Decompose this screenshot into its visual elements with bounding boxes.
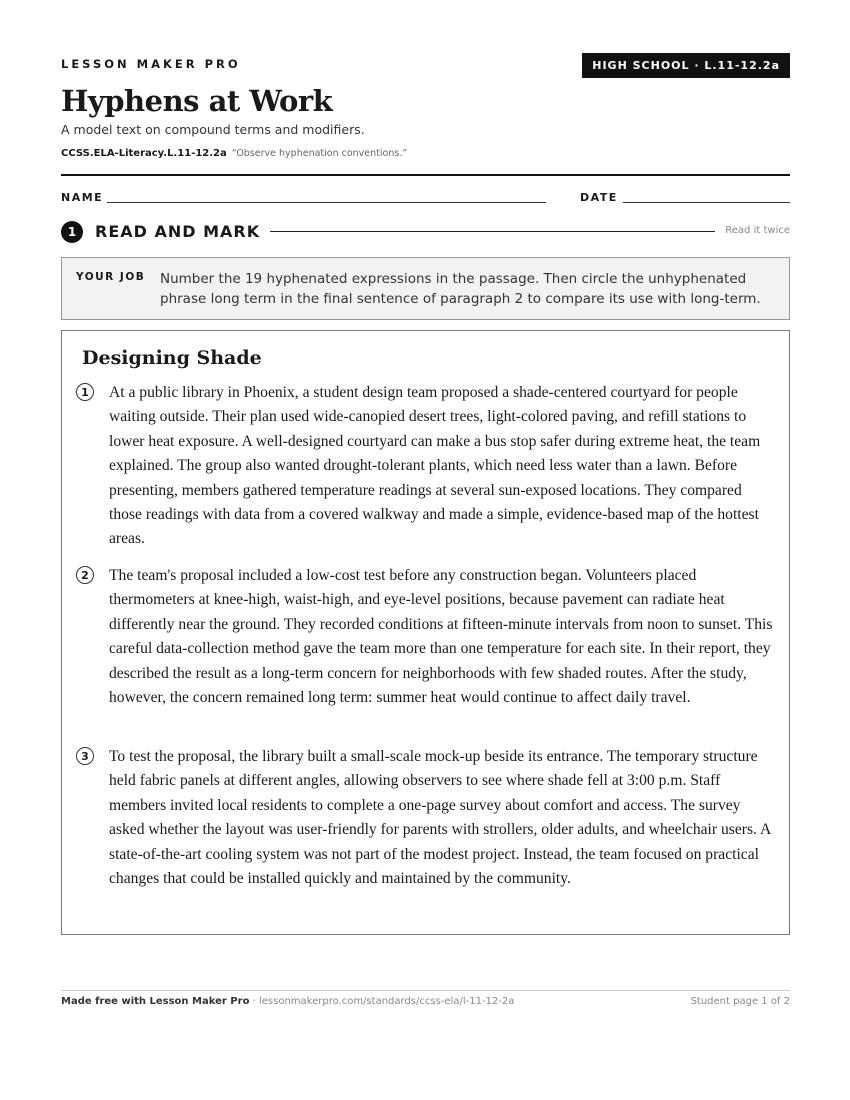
paragraph-text: At a public library in Phoenix, a student design team proposed a shade-centered courtyard for people waiting outside. Their plan used wide-canopied desert trees, light-colored paving, and refill stations to lower heat exposure. A well-designed courtyard can make a bus stop safer during extreme heat, the team explained. The group also wanted drought-tolerant plants, which need less water than a lawn. Before presenting, members gathered temperature readings at several sun-exposed locations. They compared those readings with data from a covered walkway and made a simple, evidence-based map of the hottest areas.: [109, 384, 761, 548]
name-label: NAME: [61, 191, 104, 204]
section-number: 1: [61, 221, 83, 243]
section-divider: [270, 231, 715, 232]
page-subtitle: A model text on compound terms and modifiers.: [61, 122, 365, 137]
footer-url[interactable]: · lessonmakerpro.com/standards/ccss-ela/l-11-12-2a: [249, 996, 515, 1007]
paragraph: [76, 381, 775, 552]
paragraph-text: To test the proposal, the library built a small-scale mock-up beside its entrance. The temporary structure held fabric panels at different angles, allowing observers to see where shade fell at 3:00 p.m. Staff members invited local residents to complete a one-page survey about comfort and access. The survey asked whether the layout was user-friendly for parents with strollers, older adults, and wheelchair users. A state-of-the-art cooling system was not part of the modest project. Instead, the team focused on practical changes that could be installed quickly and maintained by the community.: [109, 748, 771, 888]
paragraph: [76, 564, 775, 710]
footer-credit-name: Made free with Lesson Maker Pro: [61, 996, 250, 1007]
section-title: READ AND MARK: [95, 222, 261, 241]
brand-name: LESSON MAKER PRO: [61, 57, 241, 71]
header-divider: [61, 174, 790, 176]
standard-quote: “Observe hyphenation conventions.”: [231, 148, 408, 159]
level-badge: HIGH SCHOOL · L.11-12.2a: [582, 53, 790, 78]
page-indicator: Student page 1 of 2: [690, 996, 790, 1007]
standard-line: [61, 148, 407, 159]
name-field[interactable]: [107, 202, 546, 203]
date-field[interactable]: [623, 202, 790, 203]
job-box: [61, 257, 790, 320]
standard-code: CCSS.ELA-Literacy.L.11-12.2a: [61, 148, 227, 159]
date-label: DATE: [580, 191, 618, 204]
page-title: Hyphens at Work: [61, 84, 333, 118]
paragraph-number: 3: [76, 747, 94, 765]
footer-divider: [61, 990, 790, 991]
job-instructions: Number the 19 hyphenated expressions in the passage. Then circle the unhyphenated phrase long term in the final sentence of paragraph 2 to compare its use with long-term.: [160, 271, 761, 307]
paragraph-number: 2: [76, 566, 94, 584]
paragraph-text: The team's proposal included a low-cost test before any construction began. Volunteers placed thermometers at knee-high, waist-high, and eye-level positions, because pavement can radiate heat differently near the ground. They recorded conditions at fifteen-minute intervals from noon to sunset. This careful data-collection method gave the team more than one temperature for each site. In their report, they described the result as a long-term concern for neighborhoods with few shaded routes. After the study, however, the concern remained long term: summer heat would continue to affect daily travel.: [109, 567, 773, 707]
passage-title: Designing Shade: [82, 347, 262, 369]
footer-credit: [61, 996, 514, 1007]
passage-box: [61, 330, 790, 935]
paragraph-number: 1: [76, 383, 94, 401]
job-label: YOUR JOB: [76, 271, 146, 283]
paragraph: [76, 745, 775, 891]
section-note: Read it twice: [725, 225, 790, 236]
